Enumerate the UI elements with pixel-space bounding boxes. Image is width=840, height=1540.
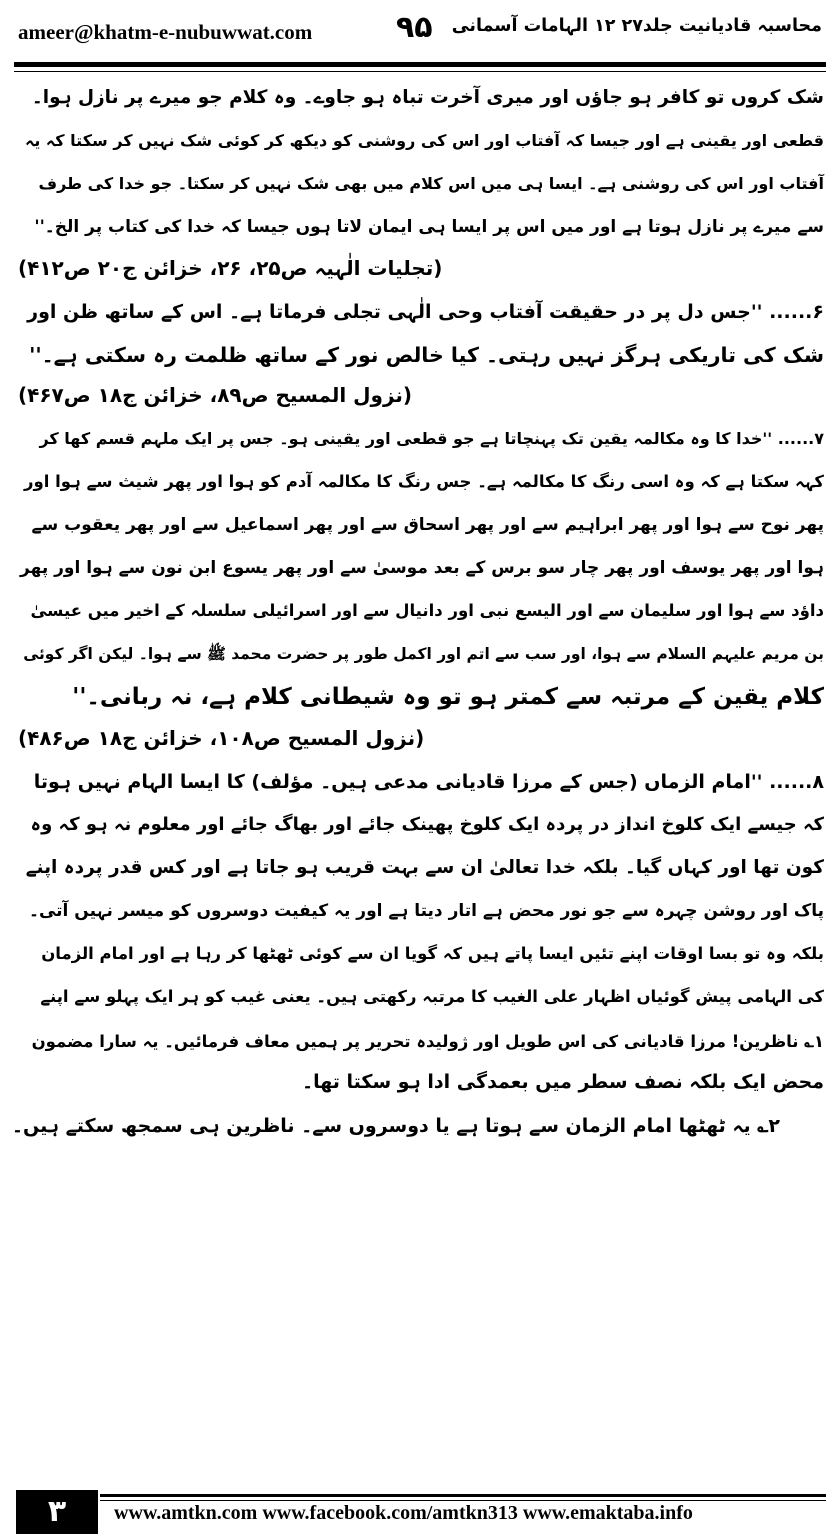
body-line: ۶...... ''جس دل پر در حقیقت آفتاب وحی الٰہی تجلی فرماتا ہے۔ اس کے ساتھ ظن اور bbox=[27, 301, 824, 323]
body-line: شک کروں تو کافر ہو جاؤں اور میری آخرت تباہ ہو جاوے۔ وہ کلام جو میرے پر نازل ہوا۔ bbox=[31, 87, 824, 108]
citation: (نزول المسیح ص۱۰۸، خزائن ج۱۸ ص۴۸۶) bbox=[18, 726, 425, 750]
body-line: قطعی اور یقینی ہے اور جیسا کہ آفتاب اور اس کی روشنی کو دیکھ کر کوئی شک نہیں کر سکتا کہ یہ bbox=[24, 131, 824, 150]
body-line: داؤد سے ہوا اور سلیمان سے اور الیسع نبی اور دانیال سے اور اسرائیلی سلسلہ کے اخیر میں عیسیٰ bbox=[30, 601, 824, 620]
page-number: ۹۵ bbox=[396, 10, 433, 45]
header-email[interactable]: ameer@khatm-e-nubuwwat.com bbox=[18, 20, 313, 44]
body-line: ہوا اور پھر یوسف اور پھر چار سو برس کے بعد موسیٰ سے اور پھر یسوع ابن نون سے ہوا اور پھر bbox=[20, 558, 824, 578]
body-line: کہ جیسے ایک کلوخ انداز در پردہ ایک کلوخ پھینک جائے اور بھاگ جائے اور معلوم نہ ہو کہ وہ bbox=[30, 814, 824, 835]
footnote: ۱؎ ناظرین! مرزا قادیانی کی اس طویل اور ژولیدہ تحریر پر ہمیں معاف فرمائیں۔ یہ سارا مضمون bbox=[31, 1032, 824, 1051]
body-line: پاک اور روشن چہرہ سے جو نور محض ہے اتار دیتا ہے اور یہ کیفیت دوسروں کو میسر نہیں آتی۔ bbox=[29, 901, 824, 921]
citation: (نزول المسیح ص۸۹، خزائن ج۱۸ ص۴۶۷) bbox=[18, 383, 413, 407]
body-line: کی الہامی پیش گوئیاں اظہار علی الغیب کا مرتبہ رکھتی ہیں۔ یعنی غیب کو ہر ایک پہلو سے اپنے bbox=[40, 987, 824, 1006]
footer-page-box: ۳ bbox=[16, 1490, 98, 1534]
footnote: ۲؎ یہ ٹھٹھا امام الزمان سے ہوتا ہے یا دوسروں سے۔ ناظرین ہی سمجھ سکتے ہیں۔ bbox=[11, 1115, 780, 1137]
body-line: پھر نوح سے ہوا اور پھر ابراہیم سے اور پھر اسحاق سے اور پھر اسماعیل سے اور پھر یعقوب سے bbox=[31, 515, 824, 535]
footnote: محض ایک بلکہ نصف سطر میں بعمدگی ادا ہو سکتا تھا۔ bbox=[301, 1071, 824, 1093]
body-line: ۸...... ''امام الزماں (جس کے مرزا قادیانی مدعی ہیں۔ مؤلف) کا ایسا الہام نہیں ہوتا bbox=[33, 771, 824, 793]
page-footer bbox=[0, 1486, 840, 1540]
body-line: بن مریم علیہم السلام سے ہوا، اور سب سے اتم اور اکمل طور پر حضرت محمد ﷺ سے ہوا۔ لیکن اگر کوئی bbox=[23, 645, 824, 663]
body-line: کلام یقین کے مرتبہ سے کمتر ہو تو وہ شیطانی کلام ہے، نہ ربانی۔'' bbox=[72, 684, 824, 710]
footer-rule-thick bbox=[100, 1494, 826, 1497]
footer-rule-thin bbox=[100, 1500, 826, 1501]
footer-links[interactable]: www.amtkn.com www.facebook.com/amtkn313 www.emaktaba.info bbox=[114, 1502, 693, 1524]
citation: (تجلیات الٰہیہ ص۲۵، ۲۶، خزائن ج۲۰ ص۴۱۲) bbox=[18, 256, 443, 280]
header-title: محاسبہ قادیانیت جلد۲۷ ۱۲ الہامات آسمانی bbox=[451, 16, 822, 36]
body-line: ۷...... ''خدا کا وہ مکالمہ یقین تک پہنچاتا ہے جو قطعی اور یقینی ہو۔ جس پر ایک ملہم قسم کھا کر bbox=[39, 429, 824, 448]
body-line: کہہ سکتا ہے کہ وہ اسی رنگ کا مکالمہ ہے۔ جس رنگ کا مکالمہ آدم کو ہوا اور پھر شیث سے ہوا اور bbox=[24, 472, 824, 491]
body-line: آفتاب اور اس کی روشنی ہے۔ ایسا ہی میں اس کلام میں بھی شک نہیں کر سکتا۔ جو خدا کی طرف bbox=[38, 174, 824, 193]
body-line: کون تھا اور کہاں گیا۔ بلکہ خدا تعالیٰ ان سے بہت قریب ہو جاتا ہے اور کس قدر پردہ اپنے bbox=[25, 857, 824, 878]
body-line: بلکہ وہ تو بسا اوقات اپنے تئیں ایسا پاتے ہیں کہ گویا ان سے کوئی ٹھٹھا کر رہا ہے اور امام الزمان bbox=[41, 944, 824, 963]
body-line: سے میرے پر نازل ہوتا ہے اور میں اس پر ایسا ہی ایمان لاتا ہوں جیسا کہ خدا کی کتاب پر الخ۔'' bbox=[34, 217, 824, 237]
body-line: شک کی تاریکی ہرگز نہیں رہتی۔ کیا خالص نور کے ساتھ ظلمت رہ سکتی ہے۔'' bbox=[29, 343, 824, 367]
